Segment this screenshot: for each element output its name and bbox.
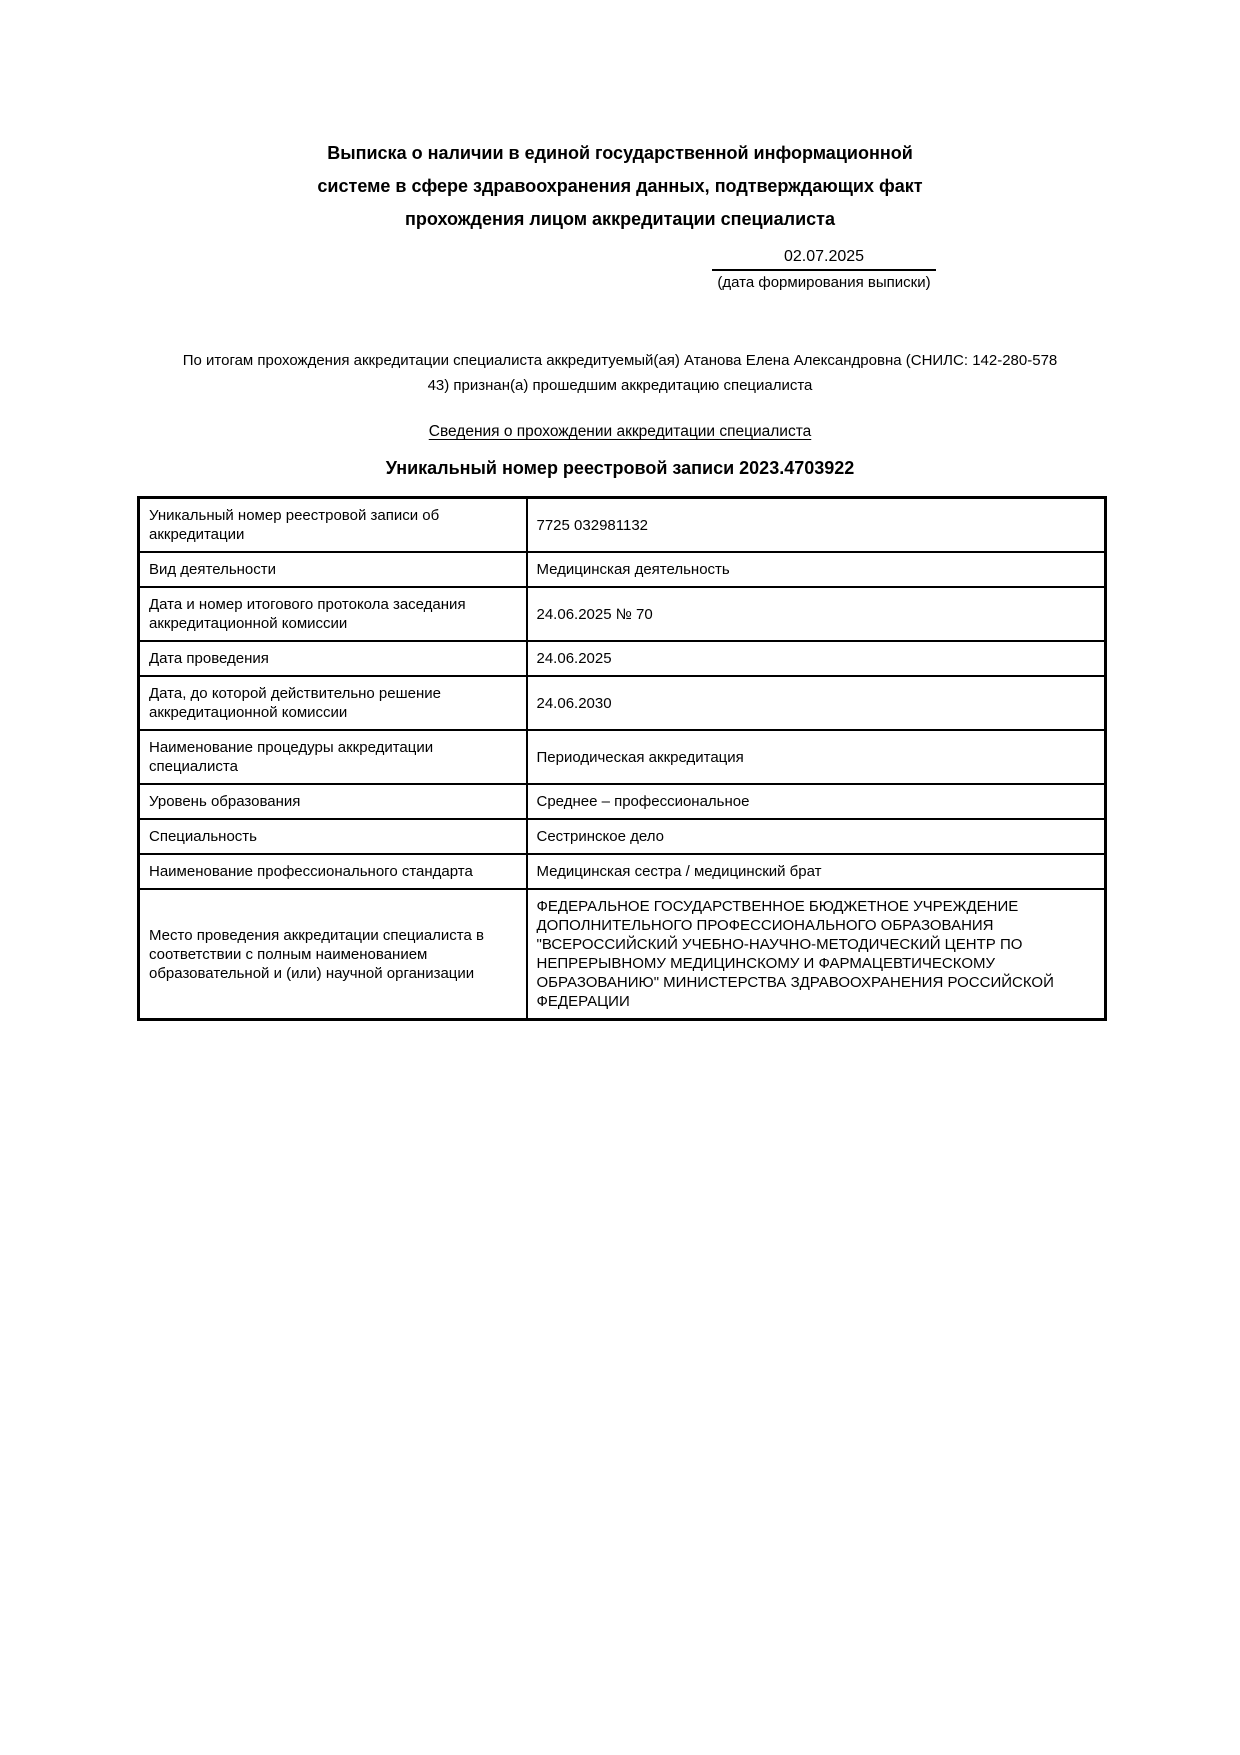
table-row-protocol <box>139 587 1106 641</box>
row-value: Сестринское дело <box>527 819 1106 854</box>
row-value: Периодическая аккредитация <box>527 730 1106 784</box>
table-row-valid-until <box>139 676 1106 730</box>
row-label: Дата проведения <box>139 641 527 676</box>
row-label: Место проведения аккредитации специалиста в соответствии с полным наименованием образовательной и (или) научной организации <box>139 889 527 1020</box>
issue-date-block <box>712 246 936 293</box>
row-value: 24.06.2030 <box>527 676 1106 730</box>
row-label: Дата и номер итогового протокола заседания аккредитационной комиссии <box>139 587 527 641</box>
row-value: ФЕДЕРАЛЬНОЕ ГОСУДАРСТВЕННОЕ БЮДЖЕТНОЕ УЧРЕЖДЕНИЕ ДОПОЛНИТЕЛЬНОГО ПРОФЕССИОНАЛЬНОГО ОБРАЗОВАНИЯ "ВСЕРОССИЙСКИЙ УЧЕБНО-НАУЧНО-МЕТОДИЧЕСКИЙ ЦЕНТР ПО НЕПРЕРЫВНОМУ МЕДИЦИНСКОМУ И ФАРМАЦЕВТИЧЕСКОМУ ОБРАЗОВАНИЮ" МИНИСТЕРСТВА ЗДРАВООХРАНЕНИЯ РОССИЙСКОЙ ФЕДЕРАЦИИ <box>527 889 1106 1020</box>
table-row-education-level <box>139 784 1106 819</box>
table-row-procedure-name <box>139 730 1106 784</box>
table-row-date-held <box>139 641 1106 676</box>
row-label: Наименование процедуры аккредитации специалиста <box>139 730 527 784</box>
row-label: Наименование профессионального стандарта <box>139 854 527 889</box>
table-row-professional-standard <box>139 854 1106 889</box>
row-value: 24.06.2025 <box>527 641 1106 676</box>
row-value: Медицинская сестра / медицинский брат <box>527 854 1106 889</box>
issue-date-caption: (дата формирования выписки) <box>717 274 931 291</box>
row-label: Дата, до которой действительно решение аккредитационной комиссии <box>139 676 527 730</box>
title-line-1: Выписка о наличии в единой государственной информационной <box>327 143 913 163</box>
row-label: Специальность <box>139 819 527 854</box>
table-row-specialty <box>139 819 1106 854</box>
title-line-3: прохождения лицом аккредитации специалиста <box>405 209 835 229</box>
row-label: Вид деятельности <box>139 552 527 587</box>
row-label: Уровень образования <box>139 784 527 819</box>
row-value: 7725 032981132 <box>527 498 1106 553</box>
table-row-activity-type <box>139 552 1106 587</box>
title-line-2: системе в сфере здравоохранения данных, подтверждающих факт <box>317 176 923 196</box>
table-row-registry-number <box>139 498 1106 553</box>
intro-line-1: По итогам прохождения аккредитации специалиста аккредитуемый(ая) Атанова Елена Александровна (СНИЛС: 142-280-578 <box>182 352 1058 369</box>
row-label: Уникальный номер реестровой записи об аккредитации <box>139 498 527 553</box>
intro-line-2: 43) признан(а) прошедшим аккредитацию специалиста <box>427 377 813 394</box>
row-value: 24.06.2025 № 70 <box>527 587 1106 641</box>
intro-paragraph <box>130 348 1110 398</box>
section-heading: Сведения о прохождении аккредитации специалиста <box>428 423 812 440</box>
document-title <box>0 137 1240 236</box>
record-number-heading: Уникальный номер реестровой записи 2023.4703922 <box>385 458 855 478</box>
row-value: Среднее – профессиональное <box>527 784 1106 819</box>
row-value: Медицинская деятельность <box>527 552 1106 587</box>
accreditation-table <box>137 496 1107 1021</box>
issue-date-value: 02.07.2025 <box>712 246 936 271</box>
table-row-accreditation-place <box>139 889 1106 1020</box>
